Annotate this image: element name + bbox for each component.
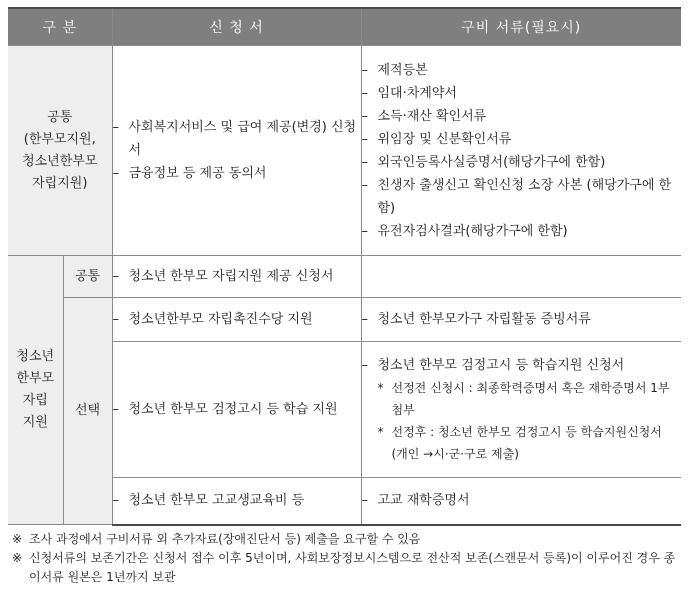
- list-item: [113, 116, 361, 162]
- footnote-text: 신청서류의 보존기간은 신청서 접수 이후 5년이며, 사회보장정보시스템으로 전산적 보존(스캔문서 등록)이 이루어진 경우 종이서류 원본은 1년까지 보관: [29, 551, 676, 584]
- note-text: 선정전 신청시 : 최종학력증명서 혹은 재학증명서 1부 첨부: [391, 381, 670, 417]
- dash-marker: –: [112, 269, 119, 284]
- dash-marker: –: [361, 85, 368, 101]
- study-support-application: [112, 342, 361, 478]
- table-row-common: [8, 46, 681, 256]
- dash-marker: –: [112, 493, 119, 509]
- dash-marker: –: [361, 108, 368, 124]
- application-text: 청소년한부모 자립촉진수당 지원: [128, 312, 313, 327]
- category-common: [8, 46, 112, 256]
- list-item: [113, 265, 361, 288]
- note-item: [378, 421, 682, 465]
- header-application: 신 청 서: [112, 8, 361, 46]
- footnote-text: 조사 과정에서 구비서류 외 추가자료(장애진단서 등) 제출을 요구할 수 있음: [29, 532, 421, 546]
- common-applications: [112, 46, 361, 256]
- application-text: 금융정보 등 제공 동의서: [128, 166, 267, 181]
- document-text: 외국인등록사실증명서(해당가구에 한함): [377, 154, 606, 170]
- header-category: 구 분: [8, 8, 112, 46]
- note-text: 선정후 : 청소년 한부모 검정고시 등 학습지원신청서 (개인 →시·군·구로 제출): [391, 425, 662, 461]
- document-text: 위임장 및 신분확인서류: [377, 131, 512, 147]
- document-text: 소득·재산 확인서류: [377, 108, 487, 124]
- application-text: 사회복지서비스 및 급여 제공(변경) 신청서: [128, 120, 357, 158]
- table-row-youth-common: [8, 256, 681, 298]
- table-header-row: [8, 8, 681, 46]
- list-item: [362, 308, 682, 331]
- document-text: 친생자 출생신고 확인신청 소장 사본 (해당가구에 한함): [377, 177, 672, 216]
- document-text: 고교 재학증명서: [377, 493, 470, 509]
- table-row-allowance: [8, 298, 681, 342]
- list-item: [113, 398, 361, 421]
- list-item: [362, 151, 682, 174]
- document-text: 유전자검사결과(해당가구에 한함): [377, 223, 568, 239]
- footnote-item: [12, 549, 680, 587]
- list-item: [362, 59, 682, 82]
- application-text: 청소년 한부모 고교생교육비 등: [128, 493, 305, 509]
- application-text: 청소년 한부모 자립지원 제공 신청서: [128, 269, 334, 284]
- list-item: [362, 220, 682, 243]
- youth-common-documents: [361, 256, 681, 298]
- footnotes: [12, 530, 680, 587]
- category-youth: [8, 256, 63, 525]
- category-line: 한부모: [16, 371, 55, 386]
- dash-marker: –: [112, 166, 119, 181]
- category-line: (한부모지원,: [23, 131, 96, 147]
- subcategory-select: 선택: [63, 298, 112, 525]
- dash-marker: –: [361, 177, 368, 193]
- category-line: 청소년: [16, 349, 55, 364]
- footnote-item: [12, 530, 680, 549]
- note-marker: *: [377, 381, 384, 395]
- youth-common-application: [112, 256, 361, 298]
- dash-marker: –: [112, 402, 119, 417]
- tuition-application: [112, 478, 361, 525]
- dash-marker: –: [361, 312, 368, 327]
- application-text: 청소년 한부모 검정고시 등 학습 지원: [128, 402, 338, 417]
- list-item: [362, 354, 682, 377]
- study-support-document: [361, 342, 681, 478]
- application-documents-table: [8, 7, 681, 526]
- list-item: [362, 128, 682, 151]
- list-item: [362, 105, 682, 128]
- list-item: [113, 308, 361, 331]
- dash-marker: –: [361, 223, 368, 239]
- dash-marker: –: [112, 120, 119, 135]
- tuition-document: [361, 478, 681, 525]
- document-text: 청소년 한부모 검정고시 등 학습지원 신청서: [377, 358, 625, 373]
- subcategory-common: 공통: [63, 256, 112, 298]
- allowance-application: [112, 298, 361, 342]
- list-item: [362, 174, 682, 220]
- category-line: 공통: [47, 109, 73, 125]
- list-item: [113, 489, 361, 512]
- dash-marker: –: [361, 493, 368, 509]
- dash-marker: –: [361, 154, 368, 170]
- list-item: [362, 82, 682, 105]
- category-line: 자립지원): [32, 175, 88, 191]
- document-text: 제적등본: [377, 62, 428, 78]
- dash-marker: –: [361, 131, 368, 147]
- list-item: [113, 162, 361, 185]
- document-text: 임대·차계약서: [377, 85, 457, 101]
- note-marker: *: [377, 425, 384, 439]
- category-line: 지원: [22, 415, 48, 430]
- dash-marker: –: [361, 62, 368, 78]
- reference-marker: ※: [12, 532, 23, 546]
- reference-marker: ※: [12, 551, 23, 565]
- document-text: 청소년 한부모가구 자립활동 증빙서류: [377, 312, 591, 327]
- category-line: 청소년한부모: [22, 153, 98, 169]
- header-documents: 구비 서류(필요시): [361, 8, 681, 46]
- category-line: 자립: [22, 393, 48, 408]
- note-item: [378, 377, 682, 421]
- common-documents: [361, 46, 681, 256]
- dash-marker: –: [361, 358, 368, 373]
- list-item: [362, 489, 682, 512]
- dash-marker: –: [112, 312, 119, 327]
- allowance-document: [361, 298, 681, 342]
